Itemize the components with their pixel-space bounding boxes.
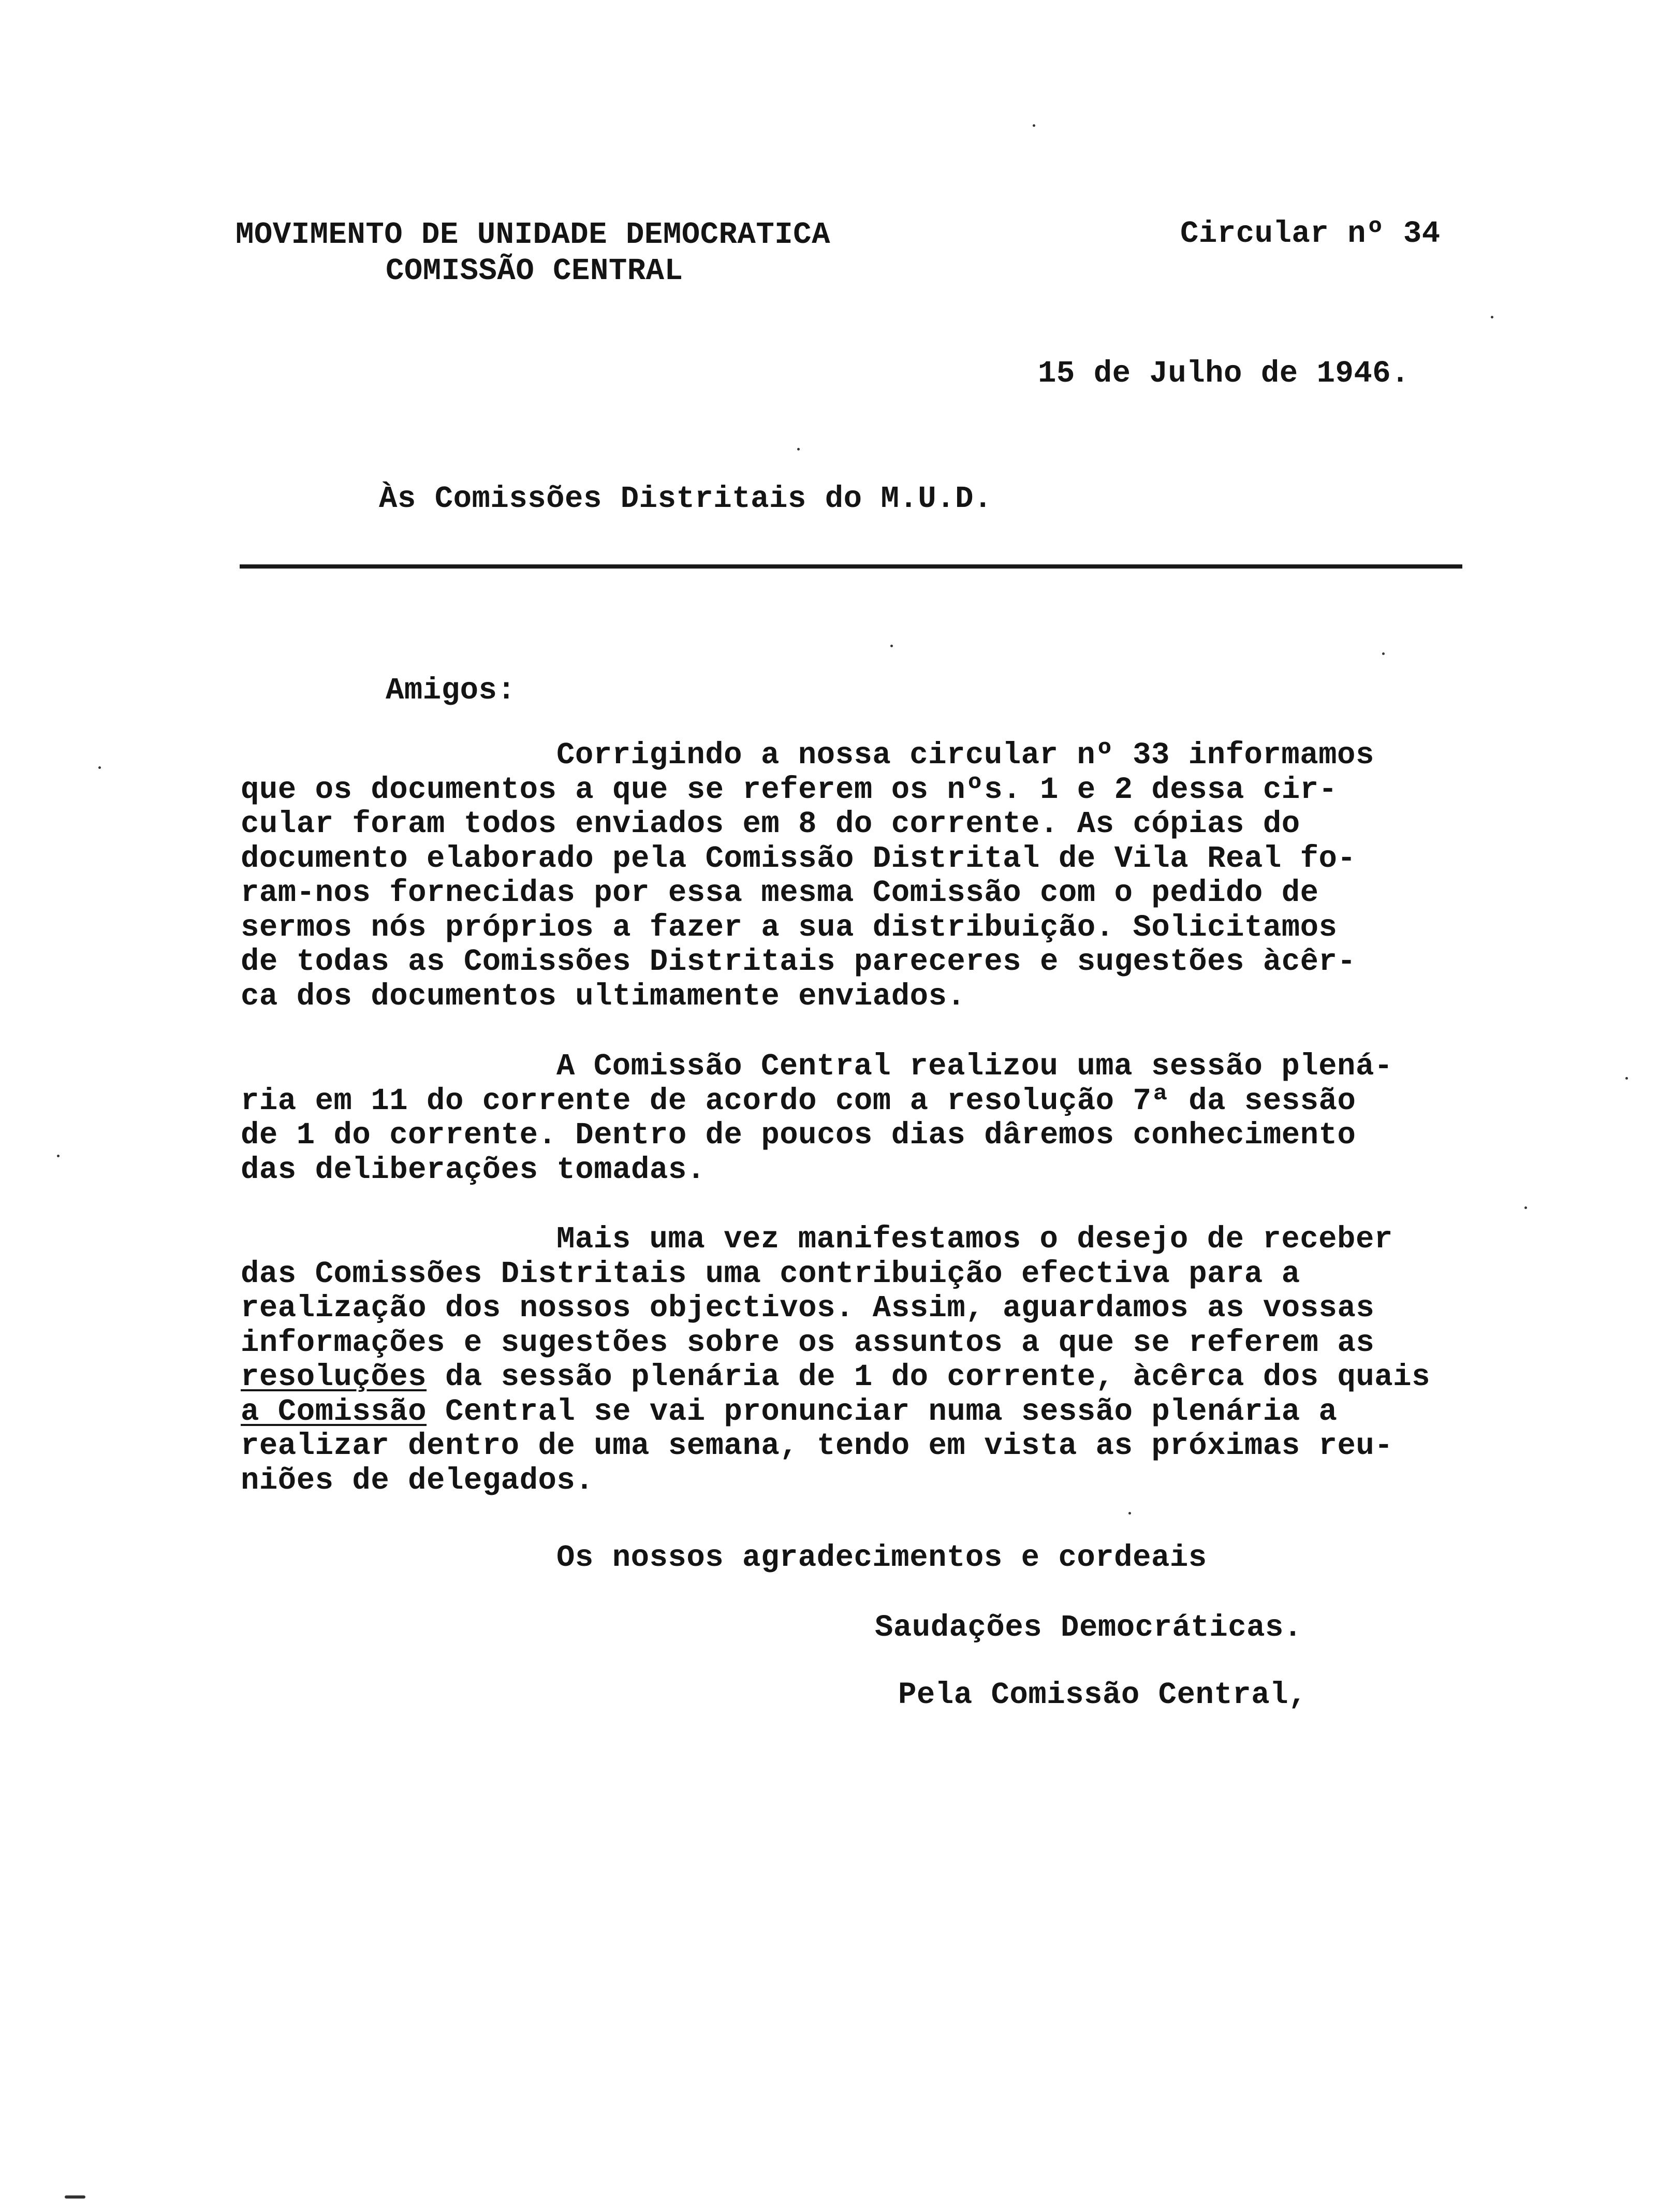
- paragraph-1: [241, 738, 1374, 1014]
- paragraph-line: realizar dentro de uma semana, tendo em vista as próximas reu-: [241, 1429, 1393, 1463]
- salutation: Saudações Democráticas.: [875, 1610, 1302, 1645]
- scan-speck: [1128, 1512, 1131, 1515]
- paragraph-line: informações e sugestões sobre os assuntos a que se referem as: [241, 1325, 1375, 1360]
- greeting: Amigos:: [386, 673, 516, 708]
- paragraph-line: ca dos documentos ultimamente enviados.: [241, 979, 966, 1014]
- scan-speck: [890, 645, 893, 647]
- scan-speck: [1491, 316, 1493, 318]
- paragraph-line: de todas as Comissões Distritais pareceres e sugestões àcêr-: [241, 944, 1356, 979]
- scan-speck: [1625, 1077, 1628, 1080]
- paragraph-line: que os documentos a que se referem os nºs. 1 e 2 dessa cir-: [241, 772, 1338, 807]
- paragraph-2: [241, 1050, 1393, 1187]
- scan-speck: [1382, 652, 1385, 655]
- committee-name: COMISSÃO CENTRAL: [386, 254, 683, 288]
- scan-speck: [57, 1155, 60, 1157]
- paragraph-line: Mais uma vez manifestamos o desejo de receber: [556, 1222, 1393, 1257]
- paragraph-line: ria em 11 do corrente de acordo com a resolução 7ª da sessão: [241, 1083, 1356, 1118]
- paragraph-line: A Comissão Central realizou uma sessão plená-: [556, 1049, 1393, 1084]
- horizontal-divider: [240, 564, 1462, 569]
- paragraph-line: [241, 1395, 1430, 1430]
- paragraph-line: Corrigindo a nossa circular nº 33 informamos: [556, 738, 1374, 773]
- scan-speck: [98, 766, 101, 769]
- scan-speck: [1033, 124, 1035, 127]
- paragraph-line: realização dos nossos objectivos. Assim, aguardamos as vossas: [241, 1291, 1375, 1326]
- paragraph-line: niões de delegados.: [241, 1463, 594, 1498]
- addressee: Às Comissões Distritais do M.U.D.: [379, 482, 992, 516]
- paragraph-line: das Comissões Distritais uma contribuição efectiva para a: [241, 1256, 1300, 1291]
- scan-speck: [1524, 1206, 1527, 1209]
- underlined-text: a Comissão: [241, 1394, 427, 1429]
- paragraph-line: [241, 1360, 1430, 1395]
- paragraph-line: sermos nós próprios a fazer a sua distribuição. Solicitamos: [241, 910, 1338, 945]
- line-continuation: Central se vai pronunciar numa sessão plenária a: [427, 1394, 1338, 1429]
- signoff: Pela Comissão Central,: [898, 1678, 1307, 1712]
- scan-speck: [797, 448, 800, 450]
- underlined-text: resoluções: [241, 1360, 427, 1394]
- paragraph-line: de 1 do corrente. Dentro de poucos dias dâremos conhecimento: [241, 1118, 1356, 1153]
- closing-line: Os nossos agradecimentos e cordeais: [556, 1540, 1207, 1575]
- paragraph-line: das deliberações tomadas.: [241, 1152, 706, 1187]
- paragraph-line: cular foram todos enviados em 8 do corrente. As cópias do: [241, 807, 1300, 841]
- circular-number: Circular nº 34: [1180, 216, 1441, 251]
- letter-date: 15 de Julho de 1946.: [1038, 356, 1410, 391]
- line-continuation: da sessão plenária de 1 do corrente, àcêrca dos quais: [427, 1360, 1430, 1394]
- paragraph-line: ram-nos fornecidas por essa mesma Comissão com o pedido de: [241, 876, 1319, 910]
- organization-name: MOVIMENTO DE UNIDADE DEMOCRATICA: [236, 217, 830, 252]
- scan-speck: [65, 2195, 85, 2199]
- paragraph-line: documento elaborado pela Comissão Distrital de Vila Real fo-: [241, 841, 1356, 876]
- paragraph-3: [241, 1223, 1430, 1498]
